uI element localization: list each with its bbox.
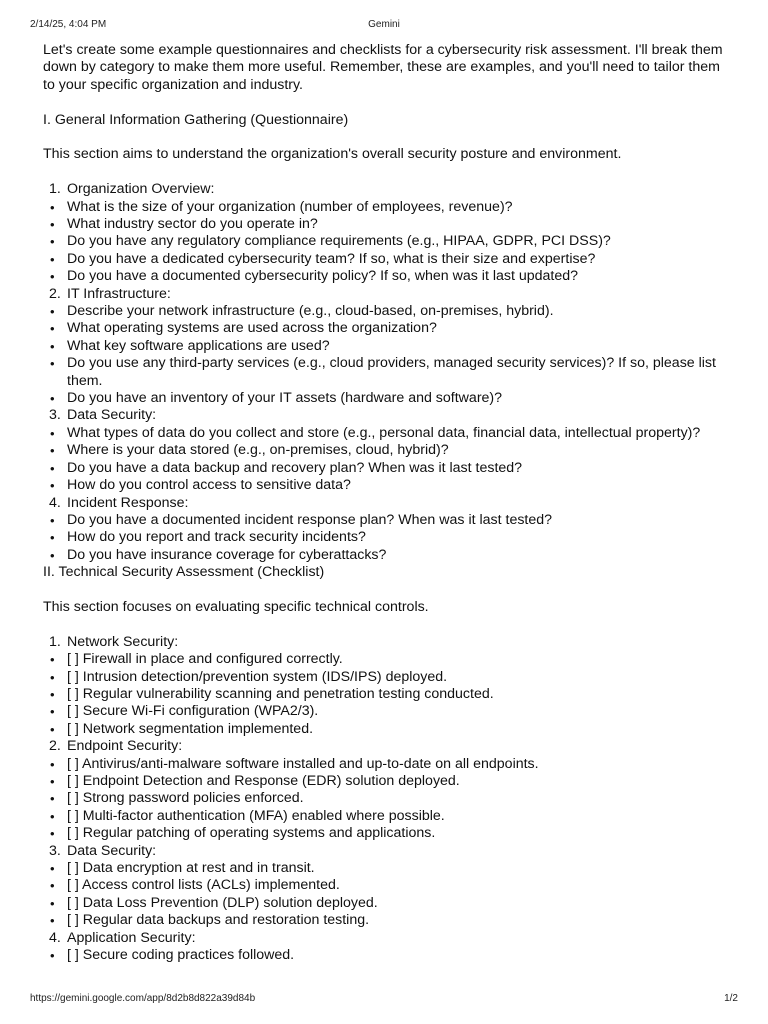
numbered-group-title	[43, 181, 733, 198]
list-item	[43, 338, 733, 355]
list-item-text: [ ] Regular data backups and restoration testing.	[67, 912, 370, 929]
list-item	[43, 216, 733, 233]
list-item-text: [ ] Intrusion detection/prevention system (IDS/IPS) deployed.	[67, 668, 448, 685]
list-item	[43, 390, 733, 407]
bullet-icon: •	[50, 721, 55, 737]
list-item	[43, 199, 733, 216]
list-item-text: Describe your network infrastructure (e.g., cloud-based, on-premises, hybrid).	[67, 303, 554, 320]
list-item-text: Do you have insurance coverage for cyberattacks?	[67, 546, 387, 563]
list-item-text: Do you use any third-party services (e.g., cloud providers, managed security services)? If so, please list them.	[67, 355, 716, 389]
list-item-text: [ ] Antivirus/anti-malware software installed and up-to-date on all endpoints.	[67, 755, 539, 772]
list-item-text: What is the size of your organization (number of employees, revenue)?	[67, 198, 513, 215]
list-item	[43, 808, 733, 825]
list-item-text: [ ] Network segmentation implemented.	[67, 720, 314, 737]
group-title: Application Security:	[67, 929, 196, 946]
list-number: 4.	[49, 494, 61, 511]
list-item-text: What operating systems are used across the organization?	[67, 320, 437, 337]
list-item-text: How do you report and track security incidents?	[67, 529, 366, 546]
group-title: Data Security:	[67, 842, 157, 859]
bullet-icon: •	[50, 512, 55, 528]
list-item-text: [ ] Secure Wi-Fi configuration (WPA2/3).	[67, 703, 319, 720]
list-number: 2.	[49, 738, 61, 755]
bullet-icon: •	[50, 321, 55, 337]
list-item	[43, 355, 733, 390]
list-item	[43, 721, 733, 738]
bullet-icon: •	[50, 356, 55, 372]
list-item	[43, 529, 733, 546]
section-2-description: This section focuses on evaluating specific technical controls.	[43, 598, 429, 615]
list-item	[43, 703, 733, 720]
bullet-icon: •	[50, 443, 55, 459]
bullet-icon: •	[50, 199, 55, 215]
list-item-text: [ ] Regular patching of operating systems and applications.	[67, 825, 436, 842]
list-item-text: What industry sector do you operate in?	[67, 216, 318, 233]
list-item	[43, 425, 733, 442]
bullet-icon: •	[50, 826, 55, 842]
list-item-text: Do you have any regulatory compliance requirements (e.g., HIPAA, GDPR, PCI DSS)?	[67, 233, 611, 250]
group-title: Organization Overview:	[67, 181, 215, 198]
list-number: 4.	[49, 929, 61, 946]
list-item	[43, 268, 733, 285]
list-item	[43, 773, 733, 790]
numbered-group-title	[43, 407, 733, 424]
bullet-icon: •	[50, 338, 55, 354]
list-item	[43, 912, 733, 929]
list-item	[43, 877, 733, 894]
section-1-heading: I. General Information Gathering (Questionnaire)	[43, 111, 349, 128]
section-1-list	[43, 181, 733, 564]
print-date: 2/14/25, 4:04 PM	[30, 19, 107, 30]
bullet-icon: •	[50, 895, 55, 911]
group-title: Data Security:	[67, 407, 157, 424]
bullet-icon: •	[50, 391, 55, 407]
document-body	[43, 42, 733, 964]
bullet-icon: •	[50, 530, 55, 546]
bullet-icon: •	[50, 756, 55, 772]
numbered-group-title	[43, 634, 733, 651]
list-item-text: How do you control access to sensitive data?	[67, 477, 351, 494]
bullet-icon: •	[50, 547, 55, 563]
group-title: Incident Response:	[67, 494, 189, 511]
bullet-icon: •	[50, 652, 55, 668]
list-item-text: Do you have a documented incident response plan? When was it last tested?	[67, 511, 553, 528]
list-number: 2.	[49, 285, 61, 302]
numbered-group-title	[43, 286, 733, 303]
list-number: 3.	[49, 842, 61, 859]
bullet-icon: •	[50, 460, 55, 476]
list-item	[43, 547, 733, 564]
list-item	[43, 233, 733, 250]
list-item	[43, 756, 733, 773]
list-number: 1.	[49, 181, 61, 198]
list-item-text: [ ] Regular vulnerability scanning and penetration testing conducted.	[67, 685, 494, 702]
bullet-icon: •	[50, 669, 55, 685]
bullet-icon: •	[50, 234, 55, 250]
list-item	[43, 442, 733, 459]
list-item-text: [ ] Data Loss Prevention (DLP) solution deployed.	[67, 894, 378, 911]
bullet-icon: •	[50, 878, 55, 894]
bullet-icon: •	[50, 304, 55, 320]
bullet-icon: •	[50, 478, 55, 494]
list-item	[43, 651, 733, 668]
bullet-icon: •	[50, 217, 55, 233]
list-item-text: What types of data do you collect and store (e.g., personal data, financial data, intellectual property)?	[67, 424, 701, 441]
list-item	[43, 790, 733, 807]
list-item	[43, 686, 733, 703]
list-item	[43, 947, 733, 964]
list-item-text: [ ] Multi-factor authentication (MFA) enabled where possible.	[67, 807, 445, 824]
list-item-text: Do you have an inventory of your IT assets (hardware and software)?	[67, 390, 503, 407]
numbered-group-title	[43, 738, 733, 755]
group-title: Endpoint Security:	[67, 738, 183, 755]
list-item-text: Where is your data stored (e.g., on-premises, cloud, hybrid)?	[67, 442, 449, 459]
list-item	[43, 860, 733, 877]
list-item	[43, 477, 733, 494]
bullet-icon: •	[50, 269, 55, 285]
list-item-text: What key software applications are used?	[67, 337, 330, 354]
print-title: Gemini	[368, 19, 400, 30]
numbered-group-title	[43, 495, 733, 512]
list-item-text: Do you have a dedicated cybersecurity team? If so, what is their size and expertise?	[67, 250, 596, 267]
bullet-icon: •	[50, 686, 55, 702]
section-2-heading: II. Technical Security Assessment (Checklist)	[43, 564, 325, 581]
group-title: Network Security:	[67, 633, 179, 650]
list-item-text: [ ] Access control lists (ACLs) implemented.	[67, 877, 340, 894]
bullet-icon: •	[50, 861, 55, 877]
list-item	[43, 303, 733, 320]
intro-paragraph: Let's create some example questionnaires and checklists for a cybersecurity risk assessment. I'll break them down by category to make them more useful. Remember, these are examples, and you'll need to tailor them to your specific organization and industry.	[43, 42, 723, 93]
bullet-icon: •	[50, 425, 55, 441]
bullet-icon: •	[50, 251, 55, 267]
bullet-icon: •	[50, 808, 55, 824]
page-url: https://gemini.google.com/app/8d2b8d822a39d84b	[30, 993, 256, 1004]
list-item	[43, 512, 733, 529]
list-item	[43, 320, 733, 337]
list-item-text: [ ] Data encryption at rest and in transit.	[67, 860, 315, 877]
list-number: 3.	[49, 407, 61, 424]
list-item	[43, 825, 733, 842]
list-item-text: [ ] Strong password policies enforced.	[67, 790, 304, 807]
list-item	[43, 669, 733, 686]
group-title: IT Infrastructure:	[67, 285, 171, 302]
list-item-text: Do you have a documented cybersecurity policy? If so, when was it last updated?	[67, 268, 579, 285]
section-1-description: This section aims to understand the organization's overall security posture and environment.	[43, 146, 622, 163]
numbered-group-title	[43, 843, 733, 860]
bullet-icon: •	[50, 773, 55, 789]
numbered-group-title	[43, 930, 733, 947]
list-item-text: [ ] Firewall in place and configured correctly.	[67, 651, 343, 668]
list-item-text: Do you have a data backup and recovery plan? When was it last tested?	[67, 459, 523, 476]
bullet-icon: •	[50, 791, 55, 807]
list-item	[43, 895, 733, 912]
section-2-list	[43, 634, 733, 965]
list-item	[43, 251, 733, 268]
bullet-icon: •	[50, 913, 55, 929]
page-number: 1/2	[724, 993, 738, 1004]
bullet-icon: •	[50, 948, 55, 964]
bullet-icon: •	[50, 704, 55, 720]
list-number: 1.	[49, 633, 61, 650]
list-item-text: [ ] Endpoint Detection and Response (EDR) solution deployed.	[67, 772, 460, 789]
list-item	[43, 460, 733, 477]
list-item-text: [ ] Secure coding practices followed.	[67, 947, 295, 964]
